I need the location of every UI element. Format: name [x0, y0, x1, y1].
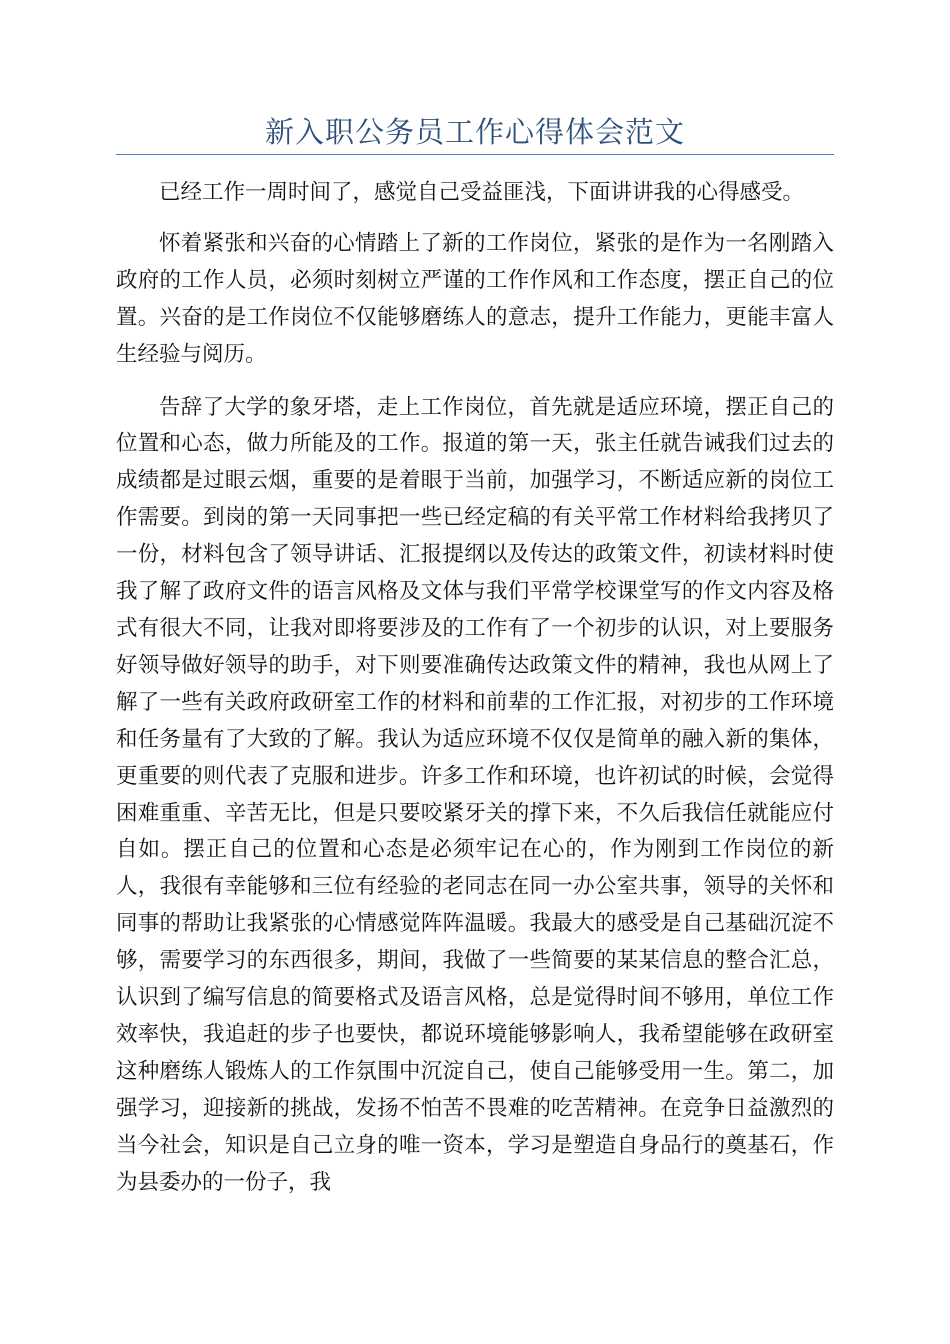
document-page	[116, 0, 834, 1201]
paragraph-intro: 已经工作一周时间了，感觉自己受益匪浅，下面讲讲我的心得感受。	[159, 180, 805, 205]
paragraph-feelings: 怀着紧张和兴奋的心情踏上了新的工作岗位，紧张的是作为一名刚踏入政府的工作人员，必须时刻树立严谨的工作作风和工作态度，摆正自己的位置。兴奋的是工作岗位不仅能够磨练人的意志，提升工作能力，更能丰富人生经验与阅历。	[116, 230, 834, 367]
title-underline	[116, 154, 834, 155]
document-title: 新入职公务员工作心得体会范文	[264, 115, 685, 149]
paragraph-adapting: 告辞了大学的象牙塔，走上工作岗位，首先就是适应环境，摆正自己的位置和心态，做力所能及的工作。报道的第一天，张主任就告诫我们过去的成绩都是过眼云烟，重要的是着眼于当前，加强学习，不断适应新的岗位工作需要。到岗的第一天同事把一些已经定稿的有关平常工作材料给我拷贝了一份，材料包含了领导讲话、汇报提纲以及传达的政策文件，初读材料时使我了解了政府文件的语言风格及文体与我们平常学校课堂写的作文内容及格式有很大不同，让我对即将要涉及的工作有了一个初步的认识，对上要服务好领导做好领导的助手，对下则要准确传达政策文件的精神，我也从网上了解了一些有关政府政研室工作的材料和前辈的工作汇报，对初步的工作环境和任务量有了大致的了解。我认为适应环境不仅仅是简单的融入新的集体，更重要的则代表了克服和进步。许多工作和环境，也许初试的时候，会觉得困难重重、辛苦无比，但是只要咬紧牙关的撑下来，不久后我信任就能应付自如。摆正自己的位置和心态是必须牢记在心的，作为刚到工作岗位的新人，我很有幸能够和三位有经验的老同志在同一办公室共事，领导的关怀和同事的帮助让我紧张的心情感觉阵阵温暖。我最大的感受是自己基础沉淀不够，需要学习的东西很多，期间，我做了一些简要的某某信息的整合汇总，认识到了编写信息的简要格式及语言风格，总是觉得时间不够用，单位工作效率快，我追赶的步子也要快，都说环境能够影响人，我希望能够在政研室这种磨练人锻炼人的工作氛围中沉淀自己，使自己能够受用一生。第二，加强学习，迎接新的挑战，发扬不怕苦不畏难的吃苦精神。在竞争日益激烈的当今社会，知识是自己立身的唯一资本，学习是塑造自身品行的奠基石，作为县委办的一份子，我	[116, 394, 834, 1195]
